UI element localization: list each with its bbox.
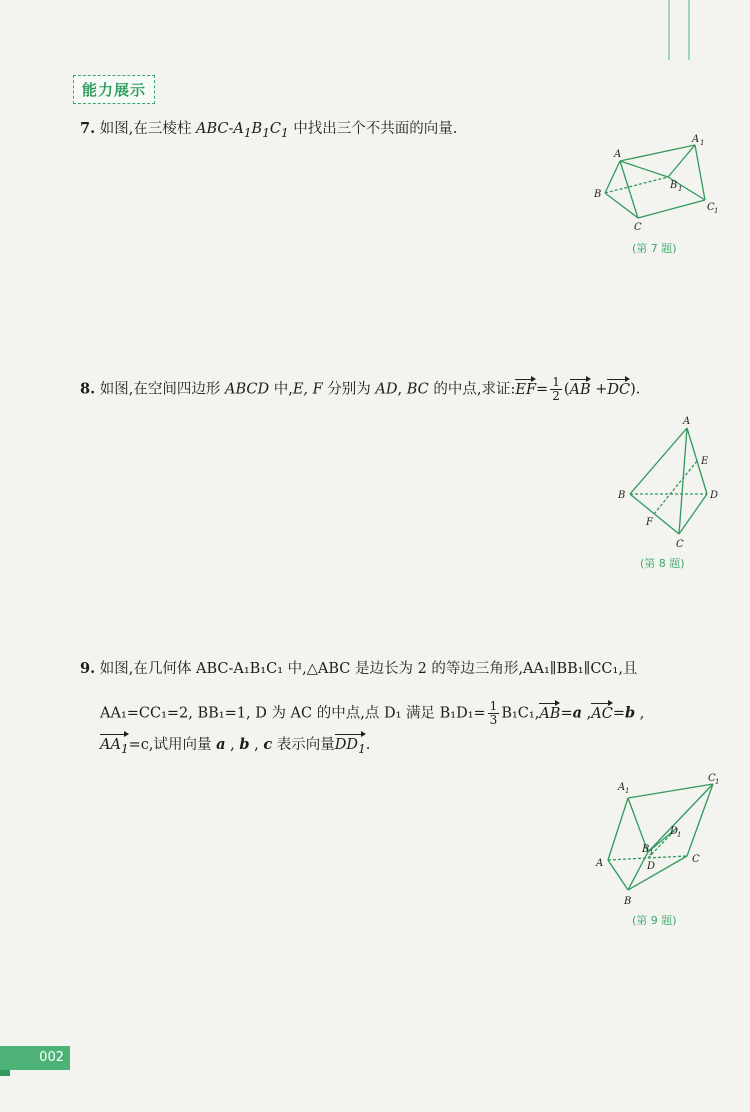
problem-text: 分别为 [327, 381, 371, 398]
top-edge-line [688, 0, 690, 60]
fig9-label-B1: B [642, 844, 650, 855]
figure-8 [612, 414, 727, 554]
fig9-label-A1: A [618, 782, 626, 793]
fig7-label-B: B [594, 189, 602, 200]
problem-math: AD [375, 381, 398, 398]
fig9-label-C: C [692, 854, 700, 865]
problem-number: 7. [80, 120, 96, 137]
figure-9 [590, 770, 725, 910]
svg-text:1: 1 [649, 849, 654, 857]
svg-text:1: 1 [678, 185, 683, 193]
problem-text: 如图,在三棱柱 [99, 121, 192, 137]
figure-7 [590, 133, 725, 238]
svg-text:1: 1 [700, 139, 705, 147]
fig9-label-D: D [647, 861, 656, 872]
problem-text: 如图,在空间四边形 [99, 381, 221, 398]
figure-8-caption: (第 8 题) [640, 557, 685, 570]
svg-text:1: 1 [714, 207, 719, 215]
problem-text: 的中点,求证: [433, 381, 516, 398]
svg-text:1: 1 [715, 778, 720, 786]
vector-AA1: $AA_1$ [100, 737, 129, 756]
vector-AB: AB [569, 381, 591, 398]
problem-text: 如图,在几何体 ABC-A₁B₁C₁ 中,△ABC 是边长为 2 的等边三角形,AA₁∥BB₁∥CC₁,且 [99, 661, 638, 677]
problem-math: ABCD [224, 381, 270, 398]
fig9-label-C1: C [708, 773, 716, 784]
vector-AC: AC [591, 705, 613, 722]
fig9-label-B: B [624, 896, 632, 907]
fig9-label-D1: D [670, 826, 679, 837]
problem-math: BC [406, 381, 429, 398]
page-number: 002 [0, 1046, 70, 1070]
vector-DD1: $DD_1$ [334, 737, 366, 756]
problem-text: AA₁=CC₁=2, BB₁=1, D 为 AC 的中点,点 D₁ 满足 B₁D₁= [100, 705, 486, 722]
fig7-label-C1: C [707, 202, 715, 213]
fig8-label-D: D [710, 490, 719, 501]
problem-math: E, F [292, 381, 323, 398]
problem-8: 8. 如图,在空间四边形 ABCD 中,E, F 分别为 AD, BC 的中点,求证:EF= $\frac{1}{2}$ (AB +DC). [80, 375, 641, 403]
problem-text: 中, [273, 381, 293, 398]
fig7-label-A1: A [692, 134, 700, 145]
problem-number: 9. [80, 660, 96, 677]
svg-text:1: 1 [677, 831, 682, 839]
fig7-label-B1: B [670, 180, 678, 191]
problem-text: , [397, 381, 403, 398]
fig7-label-C: C [634, 222, 642, 233]
fraction-third: $\frac{1}{3}$ [489, 699, 498, 727]
problem-text: 中找出三个不共面的向量. [293, 121, 458, 137]
problem-math: ABC-$A_1B_1C_1$ [195, 121, 289, 140]
fig8-label-F: F [646, 517, 653, 528]
fig8-label-A: A [683, 416, 691, 427]
fig8-label-E: E [701, 456, 709, 467]
problem-7 [80, 122, 457, 139]
fraction-half: $\frac{1}{2}$ [552, 375, 560, 403]
fig7-label-A: A [614, 149, 622, 160]
fig8-label-C: C [676, 539, 684, 550]
problem-number: 8. [80, 380, 96, 398]
vector-AB: AB [539, 705, 561, 722]
fig8-label-B: B [618, 490, 626, 501]
section-tag: 能力展示 [73, 75, 155, 104]
fig9-label-A: A [596, 858, 604, 869]
vector-DC: DC [607, 381, 631, 398]
problem-text: =c,试用向量 [128, 737, 212, 753]
figure-7-caption: (第 7 题) [632, 242, 677, 255]
problem-text: 表示向量 [276, 737, 335, 753]
figure-9-caption: (第 9 题) [632, 914, 677, 927]
problem-9: 9. 如图,在几何体 ABC-A₁B₁C₁ 中,△ABC 是边长为 2 的等边三角形,AA₁∥BB₁∥CC₁,且 AA₁=CC₁=2, BB₁=1, D 为 AC 的中点,点 D₁ 满足 B₁D₁= $\frac{1}{3}$ B₁C₁,AB=a ,AC=b , $AA_1=c$,试用向量 a , b , c 表示向量$DD_1$. [80, 660, 645, 756]
problem-text: B₁C₁, [501, 705, 540, 722]
svg-text:1: 1 [625, 787, 630, 795]
top-edge-line [668, 0, 670, 60]
vector-EF: EF [515, 381, 537, 398]
